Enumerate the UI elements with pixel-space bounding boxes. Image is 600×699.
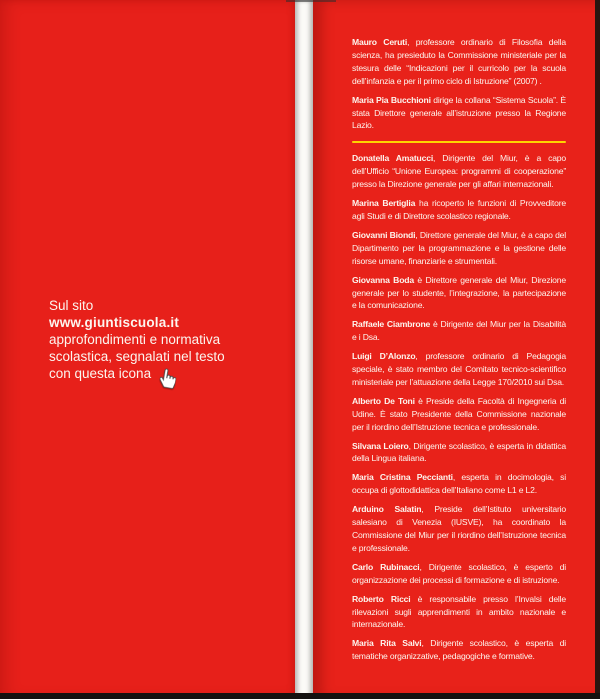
bio-text: , Dirigente del Miur, è a capo dell’Ufficio “Unione Europea: programmi di cooperazione” presso la Direzione generale per gli affari internazionali. bbox=[352, 153, 566, 190]
bio-person-name: Roberto Ricci bbox=[352, 593, 411, 604]
bio-text: , esperta in docimologia, si occupa di glottodidattica dell’Italiano come L1 e L2. bbox=[352, 472, 566, 496]
bio-paragraph bbox=[352, 274, 566, 313]
site-url: www.giuntiscuola.it bbox=[49, 315, 180, 330]
bio-text: , Preside dell’Istituto universitario salesiano di Venezia (IUSVE), ha coordinato la Commissione del Miur per il riordino dell’Istruzione tecnica e professionale. bbox=[352, 504, 566, 553]
bio-paragraph bbox=[352, 440, 566, 466]
bio-paragraph bbox=[352, 94, 566, 133]
left-panel bbox=[0, 0, 295, 699]
bio-text: , professore ordinario di Pedagogia speciale, è stato membro del Comitato tecnico-scientifico ministeriale per l’attuazione della Legge 170/2010 sui Dsa. bbox=[352, 351, 566, 387]
bio-text: è Direttore generale del Miur, Direzione generale per lo studente, l’integrazione, la partecipazione e la comunicazione. bbox=[352, 274, 566, 311]
bio-person-name: Maria Cristina Peccianti bbox=[352, 472, 453, 483]
bio-paragraph bbox=[352, 561, 566, 587]
yellow-divider-line bbox=[352, 141, 566, 143]
bio-person-name: Maria Pia Bucchioni bbox=[352, 94, 431, 105]
bio-paragraph bbox=[352, 36, 566, 88]
bio-person-name: Silvana Loiero bbox=[352, 440, 409, 451]
scan-top-edge-shadow bbox=[286, 0, 336, 2]
bio-person-name: Luigi D’Alonzo bbox=[352, 351, 416, 362]
bio-paragraph bbox=[352, 229, 566, 268]
promo-line: scolastica, segnalati nel testo bbox=[49, 349, 225, 364]
promo-line bbox=[49, 365, 284, 388]
bio-paragraph bbox=[352, 350, 566, 389]
bio-person-name: Arduino Salatin bbox=[352, 504, 422, 515]
bio-paragraph bbox=[352, 197, 566, 223]
promo-line-text: con questa icona bbox=[49, 366, 152, 381]
bio-text: , Dirigente scolastico, è esperta di tematiche organizzative, pedagogiche e formative. bbox=[352, 638, 566, 662]
bio-text: , Dirigente scolastico, è esperto di organizzazione dei processi di formazione e di istruzione. bbox=[352, 561, 566, 585]
bio-paragraph bbox=[352, 637, 566, 663]
bio-person-name: Marina Bertiglia bbox=[352, 198, 416, 209]
bio-paragraph bbox=[352, 318, 566, 344]
bio-person-name: Donatella Amatucci bbox=[352, 153, 434, 164]
bio-person-name: Maria Rita Salvi bbox=[352, 638, 422, 649]
bio-text: , Dirigente scolastico, è esperta in didattica della Lingua italiana. bbox=[352, 440, 566, 464]
scan-right-edge bbox=[595, 0, 600, 699]
scan-bottom-edge bbox=[0, 693, 600, 699]
bio-text: , professore ordinario di Filosofia della scienza, ha presieduto la Commissione ministeriale per la stesura delle “Indicazioni per il curricolo per la scuola dell’infanzia e per il primo ciclo di Istruzione” (2007) . bbox=[352, 37, 566, 86]
bio-paragraph bbox=[352, 471, 566, 497]
bio-paragraph bbox=[352, 593, 566, 632]
bio-text: dirige la collana “Sistema Scuola”. È stata Direttore generale all’istruzione presso la Regione Lazio. bbox=[352, 94, 566, 131]
hand-cursor-icon bbox=[159, 368, 178, 389]
bio-person-name: Raffaele Ciambrone bbox=[352, 319, 431, 330]
bio-text: ha ricoperto le funzioni di Provveditore agli Studi e di Direttore scolastico regionale. bbox=[352, 198, 567, 221]
bio-text: è Preside della Facoltà di Ingegneria di Udine. È stato Presidente della Commissione nazionale per il riordino dell’Istruzione tecnica e professionale. bbox=[352, 395, 566, 432]
promo-line: Sul sito bbox=[49, 298, 94, 313]
bio-person-name: Giovanna Boda bbox=[352, 274, 414, 285]
site-promo-text bbox=[49, 297, 284, 388]
bio-text: è Dirigente del Miur per la Disabilità e i Dsa. bbox=[352, 319, 566, 343]
bio-person-name: Mauro Ceruti bbox=[352, 37, 408, 47]
promo-line: approfondimenti e normativa bbox=[49, 332, 221, 347]
bio-paragraph bbox=[352, 152, 566, 191]
bio-person-name: Carlo Rubinacci bbox=[352, 561, 420, 572]
bio-text: è responsabile presso l’Invalsi delle rilevazioni sugli apprendimenti in ambito nazionale e internazionale. bbox=[352, 593, 566, 630]
right-panel bbox=[313, 0, 600, 699]
bio-person-name: Giovanni Biondi bbox=[352, 229, 416, 240]
fold-strip bbox=[295, 0, 313, 699]
bio-person-name: Alberto De Toni bbox=[352, 395, 415, 406]
bio-paragraph bbox=[352, 503, 566, 555]
bio-text: , Direttore generale del Miur, è a capo del Dipartimento per la programmazione e la gestione delle risorse umane, finanziarie e strumentali. bbox=[352, 229, 567, 266]
bio-paragraph bbox=[352, 395, 566, 434]
